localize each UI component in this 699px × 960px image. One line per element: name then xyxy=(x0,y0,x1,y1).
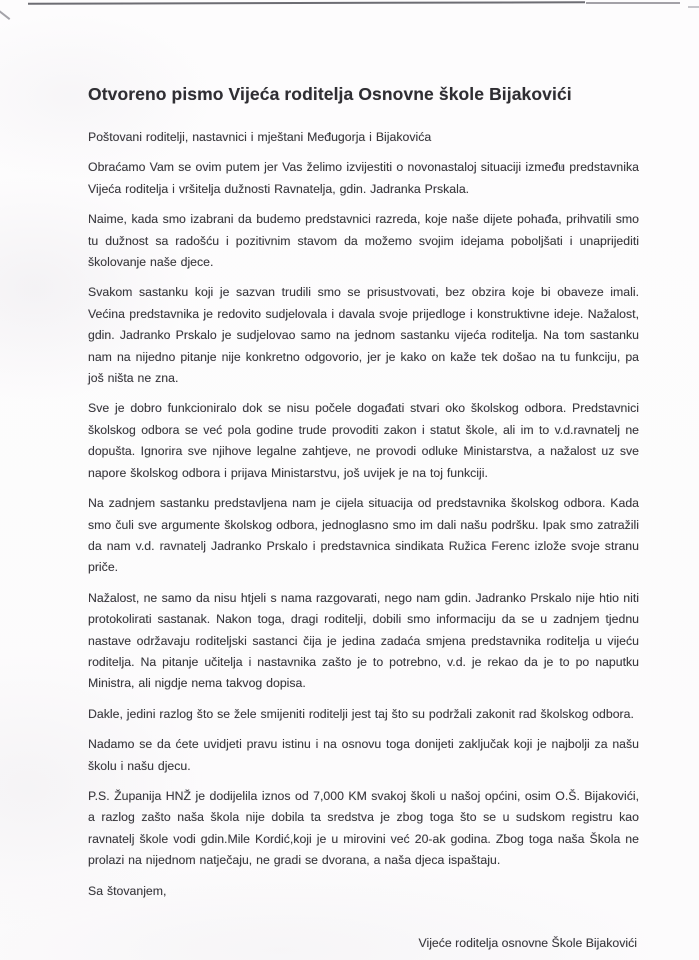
letter-closing: Sa štovanjem, xyxy=(88,883,167,898)
paragraph: Obraćamo Vam se ovim putem jer Vas želimo izvijestiti o novonastaloj situaciji između predstavnika Vijeća roditelja i vršitelja dužnosti Ravnatelja, gdin. Jadranka Prskala. xyxy=(88,160,639,196)
scan-artifact-corner-dash xyxy=(688,6,699,8)
paragraph: Nadamo se da ćete uvidjeti pravu istinu i na osnovu toga donijeti zaključak koji je najbolji za našu školu i našu djecu. xyxy=(88,737,639,773)
scan-artifact-top-line-right xyxy=(586,2,680,4)
letter-signature: Vijeće roditelja osnovne Škole Bijakovići xyxy=(418,936,637,950)
paragraph: Sve je dobro funkcioniralo dok se nisu počele događati stvari oko školskog odbora. Predstavnici školskog odbora se već pola godine trude provoditi zakon i statut škole, ali im to v.d.ravnatelj ne dopušta. Ignorira sve njihove legalne zahtjeve, ne provodi odluke Ministarstva, a nažalost uz sve napore školskog odbora i prijava Ministarstvu, još uvijek je na toj funkciji. xyxy=(88,401,639,480)
paragraph: P.S. Županija HNŽ je dodijelila iznos od 7,000 KM svakoj školi u našoj općini, osim O.Š. Bijakovići, a razlog zašto naša škola nije dobila ta sredstva je zbog toga što se u sudskom registru kao ravnatelj škole vodi gdin.Mile Kordić,koji je u mirovini već 20-ak godina. Zbog toga naša Škola ne prolazi na nijednom natječaju, ne gradi se dvorana, a naša djeca ispaštaju. xyxy=(88,788,639,868)
letter-body xyxy=(88,84,639,954)
scan-artifact-left-mark xyxy=(0,9,10,19)
paragraph: Naime, kada smo izabrani da budemo predstavnici razreda, koje naše dijete pohađa, prihvatili smo tu dužnost sa radošću i pozitivnim stavom da možemo svojim idejama poboljšati i unaprijediti školovanje naše djece. xyxy=(88,212,639,270)
paragraph: Svakom sastanku koji je sazvan trudili smo se prisustvovati, bez obzira koje bi obaveze imali. Većina predstavnika je redovito sudjelovala i davala svoje prijedloge i konstruktivne ideje. Nažalost, gdin. Jadranko Prskalo je sudjelovao samo na jednom sastanku vijeća roditelja. Na tom sastanku nam na nijedno pitanje nije konkretno odgovorio, jer je kako on kaže tek došao na tu funkciju, pa još ništa ne zna. xyxy=(88,285,639,386)
scan-artifact-top-line xyxy=(28,1,585,4)
letter-title: Otvoreno pismo Vijeća roditelja Osnovne škole Bijakovići xyxy=(88,84,572,104)
paragraph: Nažalost, ne samo da nisu htjeli s nama razgovarati, nego nam gdin. Jadranko Prskalo nije htio niti protokolirati sastanak. Nakon toga, dragi roditelji, dobili smo informaciju da se u zadnjem tjednu nastave održavaju roditeljski sastanci čija je jedina zadaća smjena predstavnika roditelja u vijeću roditelja. Na pitanje učitelja i nastavnika zašto je to potrebno, v.d. je rekao da je to po naputku Ministra, ali nigdje nema takvog dopisa. xyxy=(88,590,639,691)
paragraph: Dakle, jedini razlog što se žele smijeniti roditelji jest taj što su podržali zakonit rad školskog odbora. xyxy=(88,706,634,721)
letter-salutation: Poštovani roditelji, nastavnici i mještani Međugorja i Bijakovića xyxy=(88,130,432,144)
paragraph: Na zadnjem sastanku predstavljena nam je cijela situacija od predstavnika školskog odbora. Kada smo čuli sve argumente školskog odbora, jednoglasno smo im dali našu podršku. Ipak smo zatražili da nam v.d. ravnatelj Jadranko Prskalo i predstavnica sindikata Ružica Ferenc izlože svoje stranu priče. xyxy=(88,496,639,575)
